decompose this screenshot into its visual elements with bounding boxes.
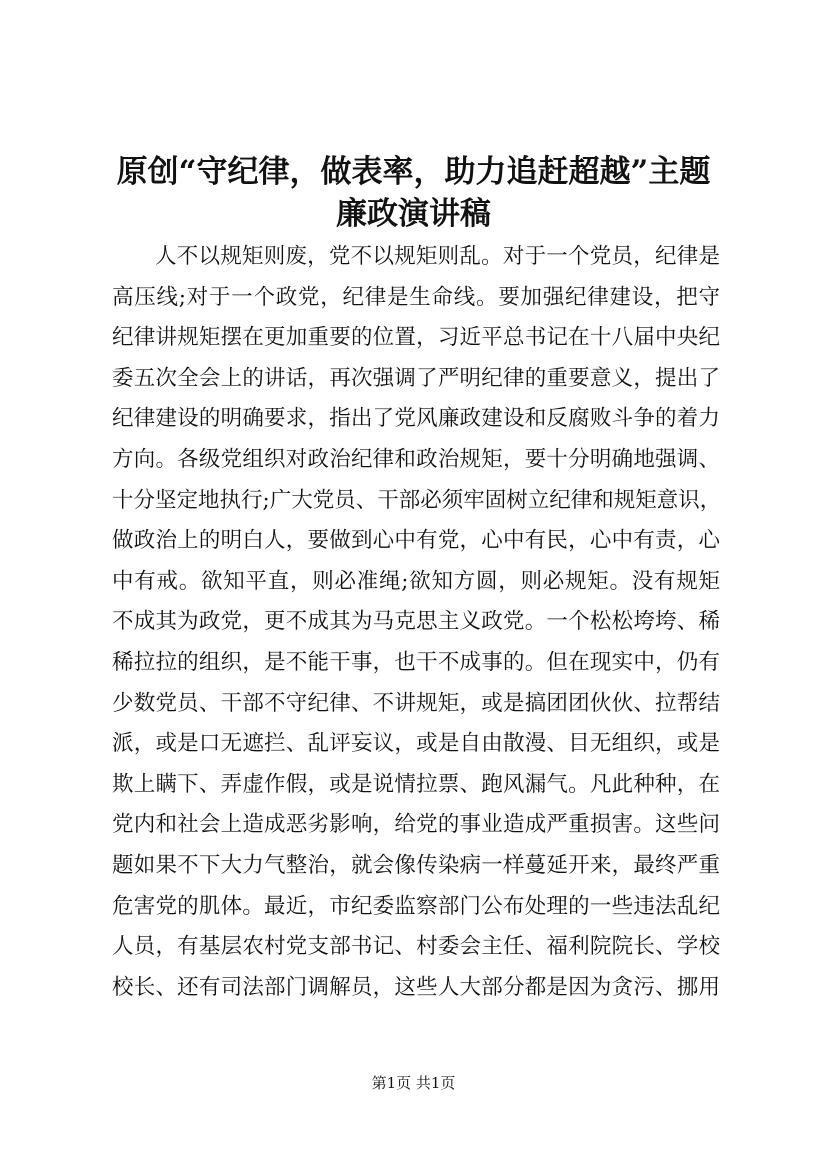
body-line: 人员，有基层农村党支部书记、村委会主任、福利院院长、学校 [112,934,720,960]
document-title-line-2: 廉政演讲稿 [336,196,491,232]
body-line: 方向。各级党组织对政治纪律和政治规矩，要十分明确地强调、 [112,447,720,472]
body-line: 不成其为政党，更不成其为马克思主义政党。一个松松垮垮、稀 [112,609,720,635]
body-line: 欺上瞒下、弄虚作假，或是说情拉票、跑风漏气。凡此种种，在 [112,771,720,797]
body-line: 纪律建设的明确要求，指出了党风廉政建设和反腐败斗争的着力 [112,406,720,432]
body-line: 危害党的肌体。最近，市纪委监察部门公布处理的一些违法乱纪 [112,893,720,919]
body-line: 人不以规矩则废，党不以规矩则乱。对于一个党员，纪律是 [155,244,720,269]
body-line: 校长、还有司法部门调解员，这些人大部分都是因为贪污、挪用 [112,974,720,1000]
page-footer: 第1页 共1页 [371,1074,456,1092]
body-line: 派，或是口无遮拦、乱评妄议，或是自由散漫、目无组织，或是 [112,731,720,757]
body-line: 纪律讲规矩摆在更加重要的位置，习近平总书记在十八届中央纪 [112,325,720,351]
body-line: 中有戒。欲知平直，则必准绳;欲知方圆，则必规矩。没有规矩 [112,568,720,594]
body-line: 十分坚定地执行;广大党员、干部必须牢固树立纪律和规矩意识， [112,487,722,513]
body-line: 题如果不下大力气整治，就会像传染病一样蔓延开来，最终严重 [112,853,720,878]
body-line: 稀拉拉的组织，是不能干事，也干不成事的。但在现实中，仍有 [112,650,720,675]
body-line: 高压线;对于一个政党，纪律是生命线。要加强纪律建设，把守 [112,284,720,310]
document-title-line-1: 原创“守纪律，做表率，助力追赶超越”主题 [116,154,711,190]
body-line: 委五次全会上的讲话，再次强调了严明纪律的重要意义，提出了 [112,365,720,391]
body-line: 少数党员、干部不守纪律、不讲规矩，或是搞团团伙伙、拉帮结 [112,690,720,716]
body-line: 做政治上的明白人，要做到心中有党，心中有民，心中有责，心 [112,528,720,554]
body-line: 党内和社会上造成恶劣影响，给党的事业造成严重损害。这些问 [112,812,720,838]
